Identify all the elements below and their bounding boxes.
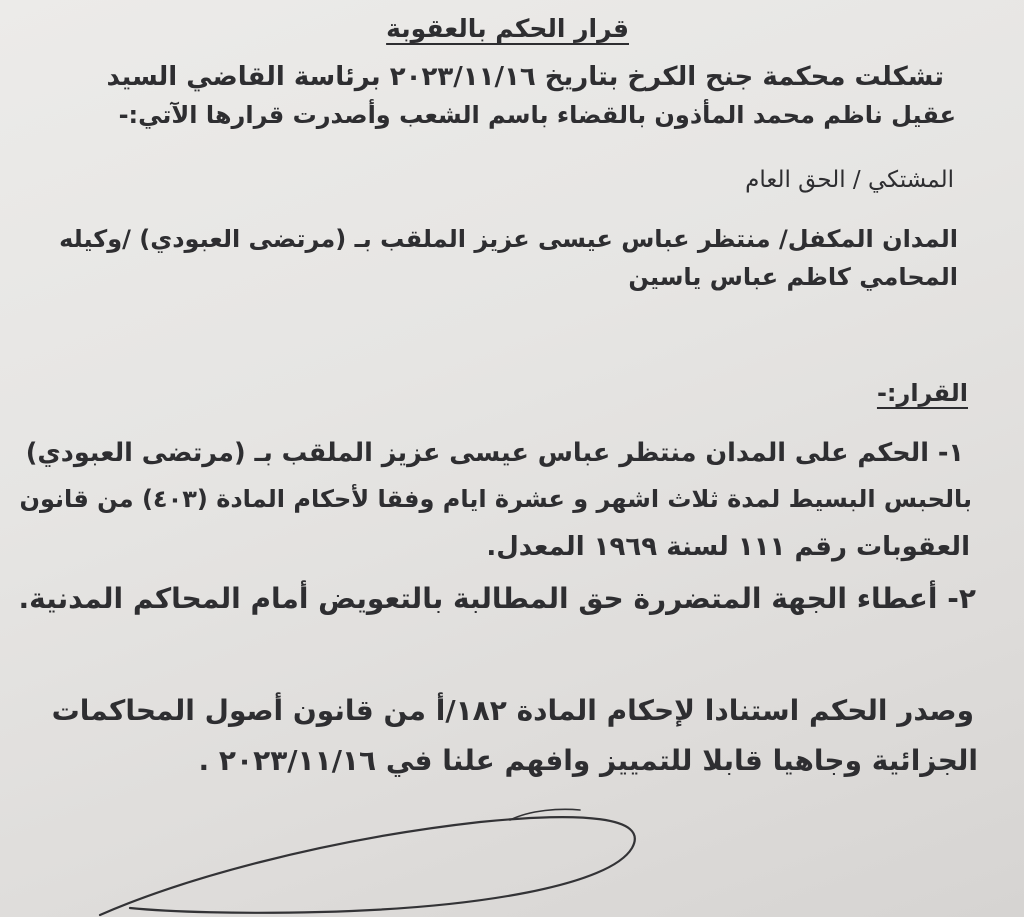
closing-line-2: الجزائية وجاهيا قابلا للتمييز وافهم علنا في ٢٠٢٣/١١/١٦ . bbox=[198, 744, 978, 777]
decision-item-1-line-1: ١- الحكم على المدان منتظر عباس عيسى عزيز الملقب بـ (مرتضى العبودي) bbox=[25, 438, 964, 468]
intro-line-2: عقيل ناظم محمد المأذون بالقضاء باسم الشعب وأصدرت قرارها الآتي:- bbox=[118, 101, 956, 129]
decision-item-2: ٢- أعطاء الجهة المتضررة حق المطالبة بالتعويض أمام المحاكم المدنية. bbox=[18, 582, 976, 615]
accused-line-1: المدان المكفل/ منتظر عباس عيسى عزيز الملقب بـ (مرتضى العبودي) /وكيله bbox=[59, 225, 958, 253]
accused-line-2: المحامي كاظم عباس ياسين bbox=[628, 263, 958, 291]
decision-item-1-line-3: العقوبات رقم ١١١ لسنة ١٩٦٩ المعدل. bbox=[486, 532, 970, 562]
decision-item-1-line-2: بالحبس البسيط لمدة ثلاث اشهر و عشرة ايام وفقا لأحكام المادة (٤٠٣) من قانون bbox=[19, 485, 972, 513]
intro-line-1: تشكلت محكمة جنح الكرخ بتاريخ ٢٠٢٣/١١/١٦ برئاسة القاضي السيد bbox=[106, 62, 944, 92]
document-title: قرار الحكم بالعقوبة bbox=[386, 14, 629, 43]
decision-heading: القرار:- bbox=[876, 379, 968, 407]
closing-line-1: وصدر الحكم استنادا لإحكام المادة ١٨٢/أ من قانون أصول المحاكمات bbox=[51, 694, 974, 727]
signature-scribble bbox=[60, 780, 700, 917]
complainant-line: المشتكي / الحق العام bbox=[745, 167, 954, 193]
